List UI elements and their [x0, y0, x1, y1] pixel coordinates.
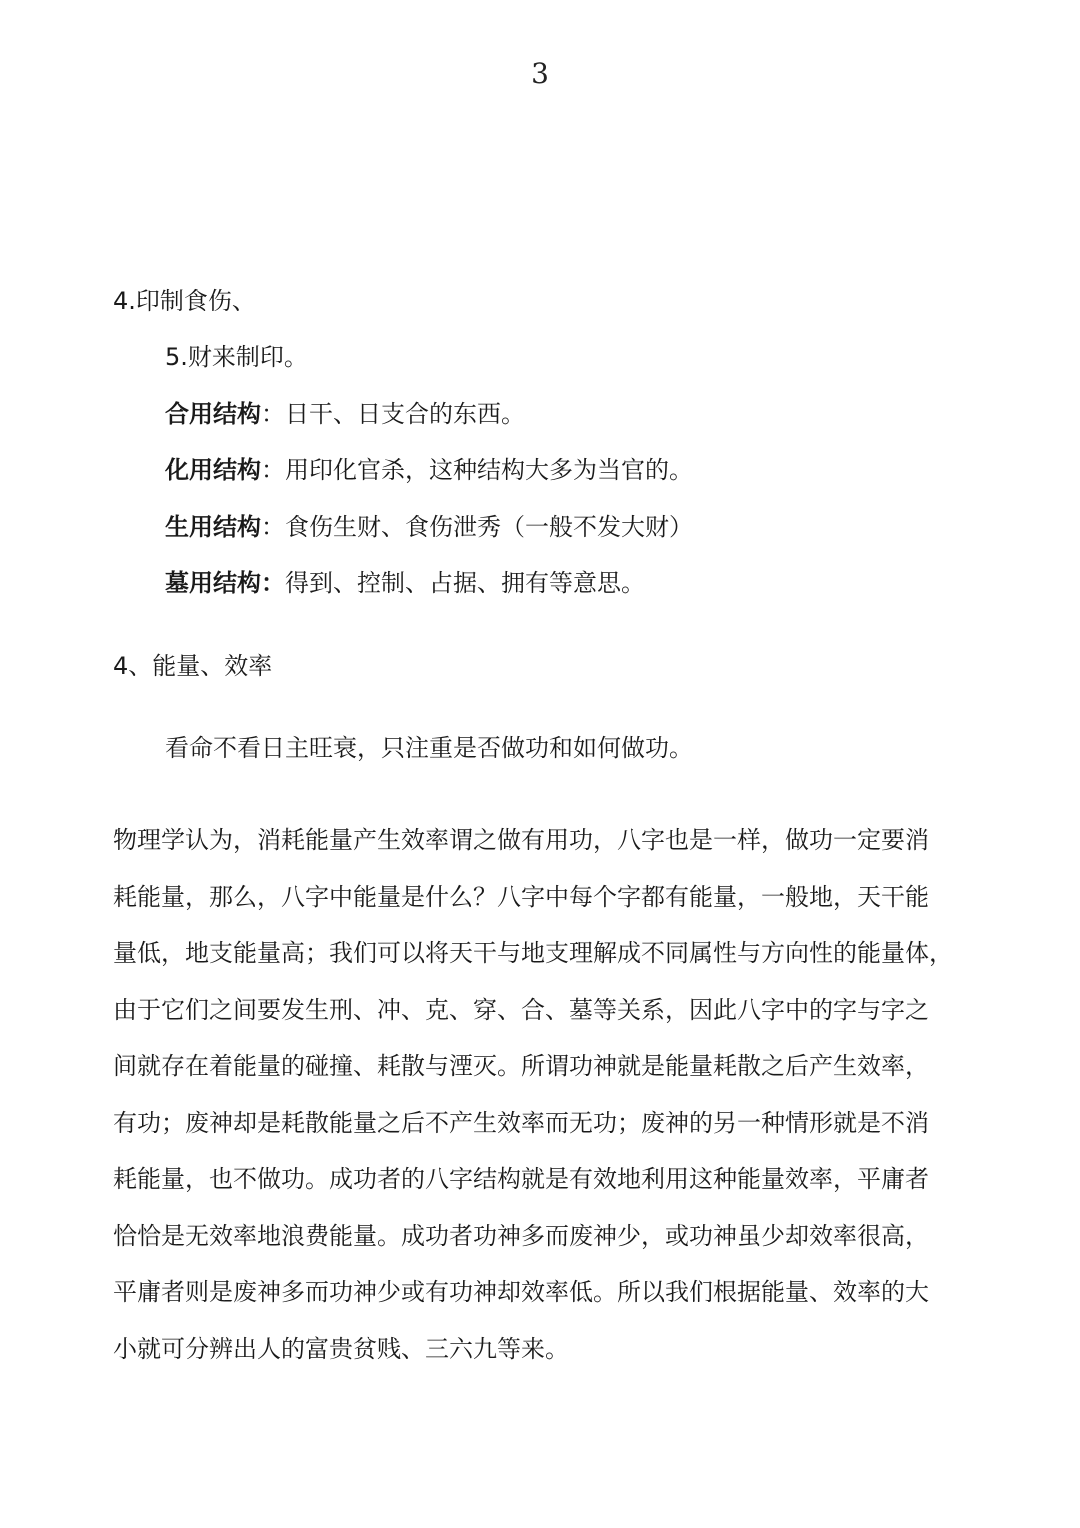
paragraph-line: 耗能量，也不做功。成功者的八字结构就是有效地利用这种能量效率，平庸者	[113, 1165, 929, 1193]
paragraph-line: 恰恰是无效率地浪费能量。成功者功神多而废神少，或功神虽少却效率很高，	[113, 1221, 929, 1250]
page-number: 3	[531, 57, 549, 90]
paragraph-line: 平庸者则是废神多而功神少或有功神却效率低。所以我们根据能量、效率的大	[113, 1278, 929, 1306]
list-item-5: 5.财来制印。	[165, 343, 308, 371]
paragraph-line: 有功；废神却是耗散能量之后不产生效率而无功；废神的另一种情形就是不消	[113, 1108, 929, 1137]
paragraph-line: 耗能量，那么，八字中能量是什么？八字中每个字都有能量，一般地，天干能	[113, 882, 929, 911]
structure-term: 墓用结构	[165, 569, 261, 597]
structure-item	[165, 453, 693, 487]
structure-description: 用印化官杀，这种结构大多为当官的。	[285, 456, 693, 484]
structure-description: 日干、日支合的东西。	[285, 400, 525, 428]
paragraph-line: 间就存在着能量的碰撞、耗散与湮灭。所谓功神就是能量耗散之后产生效率，	[113, 1052, 929, 1080]
structure-item	[165, 510, 693, 544]
structure-separator: ：	[261, 569, 285, 597]
structure-item	[165, 397, 525, 431]
structure-item	[165, 566, 645, 600]
body-paragraph	[113, 812, 983, 1377]
structure-description: 得到、控制、占据、拥有等意思。	[285, 569, 645, 597]
section-heading: 4、能量、效率	[113, 652, 273, 680]
paragraph-line: 由于它们之间要发生刑、冲、克、穿、合、墓等关系，因此八字中的字与字之	[113, 995, 929, 1024]
structure-term: 化用结构	[165, 456, 261, 484]
structure-separator: ：	[261, 513, 285, 541]
structure-separator: ：	[261, 456, 285, 484]
structure-separator: ：	[261, 400, 285, 428]
paragraph-line: 量低，地支能量高；我们可以将天干与地支理解成不同属性与方向性的能量体，	[113, 939, 953, 967]
section-intro: 看命不看日主旺衰，只注重是否做功和如何做功。	[165, 734, 693, 762]
structure-term: 生用结构	[165, 513, 261, 541]
structure-term: 合用结构	[165, 400, 261, 428]
list-item-4: 4.印制食伤、	[113, 287, 256, 315]
paragraph-line: 物理学认为，消耗能量产生效率谓之做有用功，八字也是一样，做功一定要消	[113, 826, 929, 854]
structure-description: 食伤生财、食伤泄秀（一般不发大财）	[285, 513, 693, 541]
paragraph-line: 小就可分辨出人的富贵贫贱、三六九等来。	[113, 1334, 569, 1363]
